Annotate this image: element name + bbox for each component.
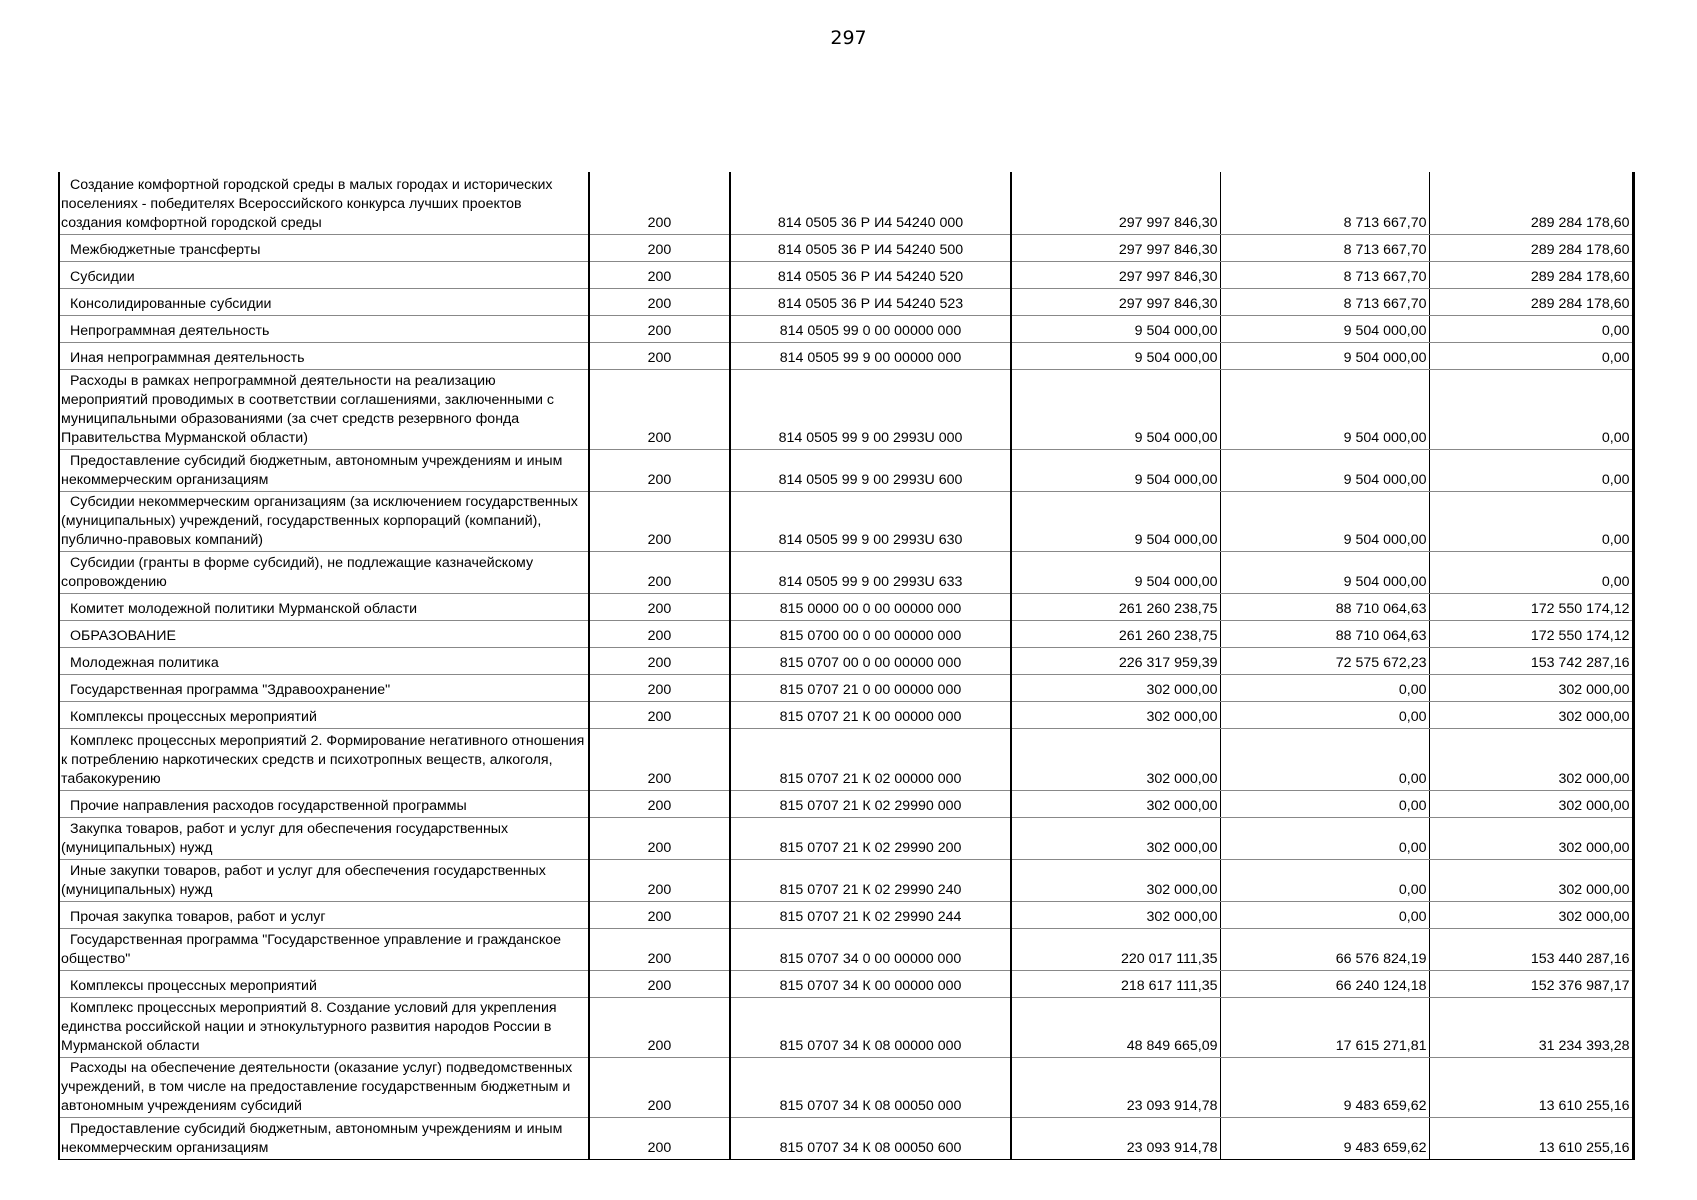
row-name (59, 647, 589, 674)
row-kbk: 814 0505 36 Р И4 54240 000 (730, 172, 1011, 234)
row-name (59, 234, 589, 261)
row-amount-2: 8 713 667,70 (1220, 261, 1429, 288)
table-row (59, 491, 1633, 551)
row-name (59, 172, 589, 234)
table-row (59, 620, 1633, 647)
table-row (59, 701, 1633, 728)
page-number: 297 (830, 27, 867, 49)
table-row (59, 728, 1633, 790)
row-name-text: Комплексы процессных мероприятий (70, 977, 317, 994)
row-name-text: Иные закупки товаров, работ и услуг для обеспечения государственных (муниципальных) нужд (61, 862, 546, 898)
row-code: 200 (589, 449, 730, 491)
table-row (59, 234, 1633, 261)
row-amount-3: 302 000,00 (1429, 674, 1633, 701)
row-amount-3: 289 284 178,60 (1429, 261, 1633, 288)
row-kbk: 815 0707 34 К 08 00000 000 (730, 997, 1011, 1057)
row-code: 200 (589, 342, 730, 369)
row-code: 200 (589, 901, 730, 928)
row-amount-2: 0,00 (1220, 674, 1429, 701)
row-code: 200 (589, 620, 730, 647)
table-row (59, 315, 1633, 342)
row-name (59, 928, 589, 970)
row-name-text: Комплексы процессных мероприятий (70, 708, 317, 725)
row-code: 200 (589, 234, 730, 261)
row-amount-1: 302 000,00 (1011, 674, 1220, 701)
row-amount-3: 13 610 255,16 (1429, 1057, 1633, 1117)
row-amount-1: 9 504 000,00 (1011, 315, 1220, 342)
row-name-text: Комитет молодежной политики Мурманской области (70, 600, 417, 617)
row-name (59, 701, 589, 728)
row-name-text: Создание комфортной городской среды в малых городах и исторических поселениях - победителях Всероссийского конкурса лучших проектов создания комфортной городской среды (61, 176, 553, 231)
row-kbk: 814 0505 99 9 00 2993U 000 (730, 369, 1011, 449)
row-amount-2: 9 504 000,00 (1220, 342, 1429, 369)
row-amount-1: 48 849 665,09 (1011, 997, 1220, 1057)
row-name (59, 342, 589, 369)
row-name (59, 790, 589, 817)
row-kbk: 814 0505 99 9 00 2993U 630 (730, 491, 1011, 551)
row-name (59, 491, 589, 551)
row-kbk: 815 0707 21 К 02 29990 244 (730, 901, 1011, 928)
row-name (59, 970, 589, 997)
row-name (59, 551, 589, 593)
row-code: 200 (589, 551, 730, 593)
table-row (59, 970, 1633, 997)
table-row (59, 172, 1633, 234)
table-row (59, 997, 1633, 1057)
table-row (59, 593, 1633, 620)
table-row (59, 647, 1633, 674)
row-amount-3: 302 000,00 (1429, 901, 1633, 928)
row-kbk: 815 0707 34 К 00 00000 000 (730, 970, 1011, 997)
row-amount-2: 17 615 271,81 (1220, 997, 1429, 1057)
row-name-text: Комплекс процессных мероприятий 2. Формирование негативного отношения к потреблению наркотических средств и психотропных веществ, алкоголя, табакокурению (61, 732, 585, 787)
row-kbk: 814 0505 36 Р И4 54240 520 (730, 261, 1011, 288)
row-amount-2: 8 713 667,70 (1220, 172, 1429, 234)
table-row (59, 817, 1633, 859)
row-name-text: Субсидии некоммерческим организациям (за исключением государственных (муниципальных) учреждений, государственных корпораций (компаний), публично-правовых компаний) (61, 493, 578, 548)
row-code: 200 (589, 491, 730, 551)
row-amount-3: 0,00 (1429, 551, 1633, 593)
row-code: 200 (589, 817, 730, 859)
row-code: 200 (589, 369, 730, 449)
budget-table (58, 172, 1635, 1160)
row-kbk: 814 0505 99 9 00 2993U 633 (730, 551, 1011, 593)
row-kbk: 815 0707 21 К 02 29990 240 (730, 859, 1011, 901)
table-row (59, 551, 1633, 593)
row-amount-1: 9 504 000,00 (1011, 369, 1220, 449)
table-row (59, 1117, 1633, 1159)
row-amount-3: 0,00 (1429, 342, 1633, 369)
row-kbk: 815 0707 21 К 00 00000 000 (730, 701, 1011, 728)
row-name (59, 449, 589, 491)
row-code: 200 (589, 728, 730, 790)
row-name (59, 674, 589, 701)
row-kbk: 815 0707 34 К 08 00050 600 (730, 1117, 1011, 1159)
row-kbk: 815 0707 21 К 02 00000 000 (730, 728, 1011, 790)
row-kbk: 815 0707 21 0 00 00000 000 (730, 674, 1011, 701)
row-amount-1: 297 997 846,30 (1011, 172, 1220, 234)
row-name (59, 997, 589, 1057)
row-amount-3: 152 376 987,17 (1429, 970, 1633, 997)
row-name-text: Государственная программа "Здравоохранение" (70, 681, 391, 698)
row-amount-1: 302 000,00 (1011, 701, 1220, 728)
row-name (59, 315, 589, 342)
row-name-text: Непрограммная деятельность (70, 322, 270, 339)
table-row (59, 790, 1633, 817)
row-code: 200 (589, 859, 730, 901)
row-kbk: 815 0707 34 0 00 00000 000 (730, 928, 1011, 970)
row-name (59, 901, 589, 928)
row-amount-2: 0,00 (1220, 901, 1429, 928)
row-name-text: Предоставление субсидий бюджетным, автономным учреждениям и иным некоммерческим организациям (61, 452, 563, 488)
row-amount-2: 9 504 000,00 (1220, 551, 1429, 593)
row-amount-1: 302 000,00 (1011, 901, 1220, 928)
row-name-text: Прочие направления расходов государственной программы (70, 797, 467, 814)
row-amount-3: 172 550 174,12 (1429, 620, 1633, 647)
row-name-text: Молодежная политика (70, 654, 219, 671)
row-amount-1: 261 260 238,75 (1011, 620, 1220, 647)
row-amount-3: 0,00 (1429, 369, 1633, 449)
table-row (59, 674, 1633, 701)
row-amount-1: 302 000,00 (1011, 728, 1220, 790)
row-amount-1: 261 260 238,75 (1011, 593, 1220, 620)
row-name-text: Предоставление субсидий бюджетным, автономным учреждениям и иным некоммерческим организациям (61, 1120, 563, 1156)
row-name (59, 620, 589, 647)
row-amount-2: 8 713 667,70 (1220, 288, 1429, 315)
row-amount-1: 297 997 846,30 (1011, 288, 1220, 315)
row-code: 200 (589, 593, 730, 620)
row-amount-1: 302 000,00 (1011, 790, 1220, 817)
row-name-text: ОБРАЗОВАНИЕ (70, 627, 176, 644)
row-name (59, 817, 589, 859)
row-code: 200 (589, 674, 730, 701)
row-kbk: 814 0505 36 Р И4 54240 500 (730, 234, 1011, 261)
row-name (59, 261, 589, 288)
row-name-text: Межбюджетные трансферты (70, 241, 261, 258)
row-code: 200 (589, 701, 730, 728)
row-kbk: 815 0707 21 К 02 29990 200 (730, 817, 1011, 859)
row-name-text: Закупка товаров, работ и услуг для обеспечения государственных (муниципальных) нужд (61, 820, 509, 856)
row-name (59, 369, 589, 449)
table-row (59, 859, 1633, 901)
row-amount-2: 9 483 659,62 (1220, 1057, 1429, 1117)
row-amount-1: 220 017 111,35 (1011, 928, 1220, 970)
row-kbk: 814 0505 36 Р И4 54240 523 (730, 288, 1011, 315)
row-amount-2: 0,00 (1220, 701, 1429, 728)
row-amount-3: 302 000,00 (1429, 817, 1633, 859)
row-amount-3: 172 550 174,12 (1429, 593, 1633, 620)
row-kbk: 815 0707 00 0 00 00000 000 (730, 647, 1011, 674)
table-row (59, 449, 1633, 491)
table-row (59, 901, 1633, 928)
row-code: 200 (589, 172, 730, 234)
row-code: 200 (589, 261, 730, 288)
row-amount-1: 9 504 000,00 (1011, 449, 1220, 491)
row-amount-1: 9 504 000,00 (1011, 342, 1220, 369)
row-name-text: Иная непрограммная деятельность (70, 349, 305, 366)
row-amount-3: 0,00 (1429, 491, 1633, 551)
row-name-text: Прочая закупка товаров, работ и услуг (70, 908, 326, 925)
row-amount-3: 153 742 287,16 (1429, 647, 1633, 674)
row-code: 200 (589, 288, 730, 315)
row-code: 200 (589, 1117, 730, 1159)
table-row (59, 342, 1633, 369)
row-kbk: 814 0505 99 9 00 2993U 600 (730, 449, 1011, 491)
row-amount-2: 88 710 064,63 (1220, 593, 1429, 620)
row-amount-3: 289 284 178,60 (1429, 172, 1633, 234)
row-amount-2: 66 240 124,18 (1220, 970, 1429, 997)
table-row (59, 928, 1633, 970)
row-kbk: 814 0505 99 9 00 00000 000 (730, 342, 1011, 369)
row-amount-2: 9 504 000,00 (1220, 369, 1429, 449)
row-kbk: 815 0700 00 0 00 00000 000 (730, 620, 1011, 647)
row-amount-2: 9 483 659,62 (1220, 1117, 1429, 1159)
row-code: 200 (589, 928, 730, 970)
row-amount-1: 23 093 914,78 (1011, 1057, 1220, 1117)
table-row (59, 1057, 1633, 1117)
row-name-text: Комплекс процессных мероприятий 8. Создание условий для укрепления единства российской нации и этнокультурного развития народов России в Мурманской области (61, 999, 557, 1054)
row-name (59, 859, 589, 901)
row-code: 200 (589, 315, 730, 342)
row-amount-1: 297 997 846,30 (1011, 234, 1220, 261)
row-amount-2: 72 575 672,23 (1220, 647, 1429, 674)
row-name-text: Субсидии (гранты в форме субсидий), не подлежащие казначейскому сопровождению (61, 554, 534, 590)
row-amount-3: 153 440 287,16 (1429, 928, 1633, 970)
row-amount-1: 23 093 914,78 (1011, 1117, 1220, 1159)
row-code: 200 (589, 790, 730, 817)
row-amount-2: 0,00 (1220, 790, 1429, 817)
row-name (59, 728, 589, 790)
table-row (59, 369, 1633, 449)
row-name (59, 1117, 589, 1159)
row-amount-3: 0,00 (1429, 449, 1633, 491)
row-amount-2: 88 710 064,63 (1220, 620, 1429, 647)
row-name-text: Субсидии (70, 268, 135, 285)
row-kbk: 815 0707 21 К 02 29990 000 (730, 790, 1011, 817)
row-name-text: Консолидированные субсидии (70, 295, 272, 312)
row-code: 200 (589, 1057, 730, 1117)
table-row (59, 288, 1633, 315)
row-name-text: Государственная программа "Государственное управление и гражданское общество" (61, 931, 561, 967)
row-amount-2: 9 504 000,00 (1220, 491, 1429, 551)
row-kbk: 814 0505 99 0 00 00000 000 (730, 315, 1011, 342)
row-amount-2: 0,00 (1220, 859, 1429, 901)
row-amount-3: 302 000,00 (1429, 701, 1633, 728)
row-amount-3: 302 000,00 (1429, 728, 1633, 790)
row-name (59, 593, 589, 620)
row-amount-3: 13 610 255,16 (1429, 1117, 1633, 1159)
row-name (59, 288, 589, 315)
row-amount-2: 9 504 000,00 (1220, 315, 1429, 342)
row-kbk: 815 0000 00 0 00 00000 000 (730, 593, 1011, 620)
row-amount-1: 302 000,00 (1011, 859, 1220, 901)
row-amount-3: 289 284 178,60 (1429, 288, 1633, 315)
row-amount-1: 297 997 846,30 (1011, 261, 1220, 288)
row-amount-3: 289 284 178,60 (1429, 234, 1633, 261)
row-amount-2: 0,00 (1220, 817, 1429, 859)
row-amount-1: 226 317 959,39 (1011, 647, 1220, 674)
row-code: 200 (589, 970, 730, 997)
row-amount-3: 302 000,00 (1429, 790, 1633, 817)
row-name-text: Расходы в рамках непрограммной деятельности на реализацию мероприятий проводимых в соответствии соглашениями, заключенными с муниципальными образованиями (за счет средств резервного фонда Правительства Мурманской области) (61, 372, 554, 446)
row-amount-1: 9 504 000,00 (1011, 491, 1220, 551)
row-amount-1: 302 000,00 (1011, 817, 1220, 859)
row-name (59, 1057, 589, 1117)
table-row (59, 261, 1633, 288)
row-amount-2: 9 504 000,00 (1220, 449, 1429, 491)
budget-table-body (59, 172, 1633, 1159)
row-amount-1: 9 504 000,00 (1011, 551, 1220, 593)
row-amount-3: 31 234 393,28 (1429, 997, 1633, 1057)
row-name-text: Расходы на обеспечение деятельности (оказание услуг) подведомственных учреждений, в том числе на предоставление государственным бюджетным и автономным учреждениям субсидий (61, 1059, 573, 1114)
row-amount-1: 218 617 111,35 (1011, 970, 1220, 997)
row-code: 200 (589, 647, 730, 674)
row-amount-2: 8 713 667,70 (1220, 234, 1429, 261)
row-code: 200 (589, 997, 730, 1057)
row-amount-3: 0,00 (1429, 315, 1633, 342)
row-amount-2: 0,00 (1220, 728, 1429, 790)
row-amount-3: 302 000,00 (1429, 859, 1633, 901)
row-amount-2: 66 576 824,19 (1220, 928, 1429, 970)
row-kbk: 815 0707 34 К 08 00050 000 (730, 1057, 1011, 1117)
